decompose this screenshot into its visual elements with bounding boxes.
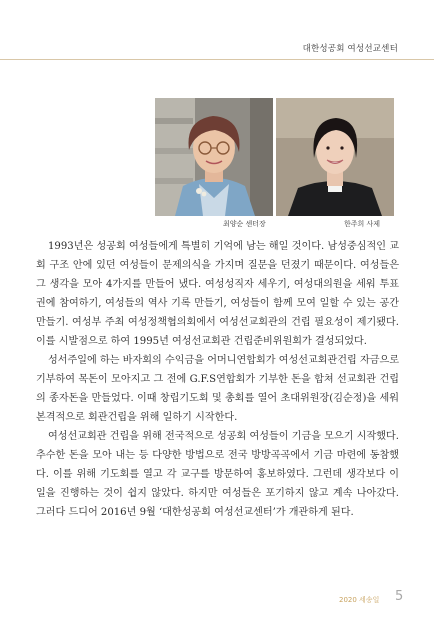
photo-caption: 최양순 센터장 (223, 220, 266, 228)
portrait-woman-glasses-image (155, 98, 273, 216)
footer-label: 2020 세송일 (339, 596, 380, 604)
body-paragraph: 1993년은 성공회 여성들에게 특별히 기억에 남는 해일 것이다. 남성중심적인 교회 구조 안에 있던 여성들이 문제의식을 가지며 질문을 던졌기 때문이다. 여성들은 그 생각을 모아 4가지를 만들어 냈다. 여성성직자 세우기, 여성대의원을 세워 투표권에 참여하기, 여성들의 역사 기록 만들기, 여성들이 함께 모여 일할 수 있는 공간 만들기. 여성부 주최 여성정책협의회에서 여성선교회관의 건립 필요성이 제기됐다. 이를 시발점으로 하여 1995년 여성선교회관 건립준비위원회가 결성되었다. (36, 241, 399, 347)
photo-caption: 한주희 사제 (344, 220, 381, 228)
body-paragraph: 여성선교회관 건립을 위해 전국적으로 성공회 여성들이 기금을 모으기 시작했다. 추수한 돈을 모아 내는 등 다양한 방법으로 전국 방방곡곡에서 기금 마련에 동참했다. 이를 위해 기도회를 열고 각 교구를 방문하여 홍보하였다. 그런데 생각보다 이 일을 진행하는 것이 쉽지 않았다. 하지만 여성들은 포기하지 않고 계속 나아갔다. 그러다 드디어 2016년 9월 ‘대한성공회 여성선교센터’가 개관하게 된다. (36, 431, 399, 518)
header-divider (0, 59, 434, 60)
body-paragraph: 성서주일에 하는 바자회의 수익금을 어머니연합회가 여성선교회관건립 자금으로 기부하여 목돈이 모아지고 그 전에 G.F.S연합회가 기부한 돈을 합쳐 선교회관 건립의 종자돈을 만들었다. 이때 창립기도회 및 총회를 열어 초대위원장(김순정)을 세워 본격적으로 회관건립을 위해 일하기 시작한다. (36, 355, 399, 423)
page-number: 5 (395, 589, 404, 604)
portrait-woman-clergy-image (276, 98, 394, 216)
photo-priest (276, 98, 394, 216)
article-body (36, 237, 399, 522)
photo-center-director (155, 98, 273, 216)
header-title: 대한성공회 여성선교센터 (302, 44, 398, 54)
